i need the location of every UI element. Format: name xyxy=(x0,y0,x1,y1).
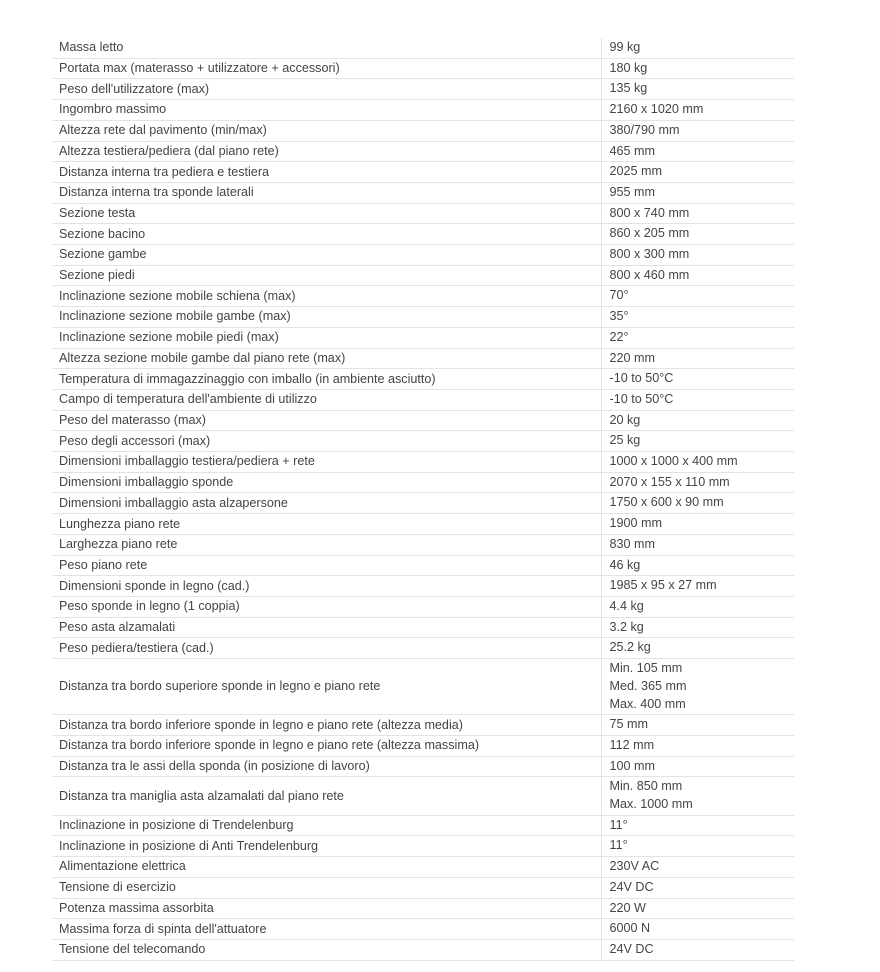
spec-value: 135 kg xyxy=(609,81,648,96)
spec-label: Inclinazione sezione mobile schiena (max) xyxy=(52,286,601,307)
spec-label: Dimensioni sponde in legno (cad.) xyxy=(52,576,601,597)
spec-value-cell xyxy=(601,898,794,919)
spec-value: 46 kg xyxy=(609,557,641,572)
spec-value: 230V AC xyxy=(609,859,660,874)
spec-value: 220 mm xyxy=(609,350,655,365)
spec-label: Sezione bacino xyxy=(52,224,601,245)
table-row xyxy=(52,203,794,224)
spec-label: Altezza rete dal pavimento (min/max) xyxy=(52,120,601,141)
table-row xyxy=(52,224,794,245)
spec-value: Max. 1000 mm xyxy=(609,797,693,812)
spec-value: 830 mm xyxy=(609,536,655,551)
spec-value: Max. 400 mm xyxy=(609,696,686,711)
table-row xyxy=(52,638,794,659)
table-row xyxy=(52,327,794,348)
spec-value: 1900 mm xyxy=(609,516,662,531)
table-row xyxy=(52,493,794,514)
spec-value: 70° xyxy=(609,288,629,303)
spec-value-cell xyxy=(601,638,794,659)
spec-value-cell xyxy=(601,369,794,390)
spec-label: Temperatura di immagazzinaggio con imballo (in ambiente asciutto) xyxy=(52,369,601,390)
spec-label: Peso dell'utilizzatore (max) xyxy=(52,79,601,100)
spec-value-cell xyxy=(601,472,794,493)
spec-label: Peso pediera/testiera (cad.) xyxy=(52,638,601,659)
table-row xyxy=(52,815,794,836)
spec-value: 800 x 740 mm xyxy=(609,205,690,220)
table-row xyxy=(52,472,794,493)
spec-value-cell xyxy=(601,836,794,857)
spec-label: Peso piano rete xyxy=(52,555,601,576)
spec-value: Med. 365 mm xyxy=(609,678,687,693)
spec-value-cell xyxy=(601,815,794,836)
spec-value: 1000 x 1000 x 400 mm xyxy=(609,454,738,469)
spec-value: 6000 N xyxy=(609,921,651,936)
spec-value: Min. 105 mm xyxy=(609,661,683,676)
spec-value: 1750 x 600 x 90 mm xyxy=(609,495,724,510)
table-row xyxy=(52,120,794,141)
spec-value: -10 to 50°C xyxy=(609,371,674,386)
spec-label: Tensione del telecomando xyxy=(52,939,601,960)
spec-value-cell xyxy=(601,452,794,473)
spec-value: 800 x 300 mm xyxy=(609,247,690,262)
spec-label: Alimentazione elettrica xyxy=(52,857,601,878)
spec-label: Peso sponde in legno (1 coppia) xyxy=(52,596,601,617)
spec-value-cell xyxy=(601,555,794,576)
spec-value: 380/790 mm xyxy=(609,122,680,137)
spec-value-cell xyxy=(601,431,794,452)
spec-label: Peso degli accessori (max) xyxy=(52,431,601,452)
table-row xyxy=(52,777,794,815)
spec-value-cell xyxy=(601,79,794,100)
table-row xyxy=(52,307,794,328)
table-row xyxy=(52,141,794,162)
spec-label: Distanza interna tra sponde laterali xyxy=(52,182,601,203)
spec-label: Altezza testiera/pediera (dal piano rete) xyxy=(52,141,601,162)
spec-value-cell xyxy=(601,58,794,79)
table-row xyxy=(52,919,794,940)
spec-value-cell xyxy=(601,919,794,940)
table-row xyxy=(52,38,794,58)
spec-value: 11° xyxy=(609,838,628,853)
spec-value: 35° xyxy=(609,309,629,324)
spec-value-cell xyxy=(601,777,794,815)
spec-table-body xyxy=(52,38,794,960)
spec-value-cell xyxy=(601,756,794,777)
spec-value: 2025 mm xyxy=(609,164,662,179)
spec-label: Ingombro massimo xyxy=(52,100,601,121)
spec-value-cell xyxy=(601,120,794,141)
spec-value: -10 to 50°C xyxy=(609,391,674,406)
table-row xyxy=(52,576,794,597)
table-row xyxy=(52,857,794,878)
spec-label: Distanza interna tra pediera e testiera xyxy=(52,162,601,183)
table-row xyxy=(52,182,794,203)
table-row xyxy=(52,877,794,898)
table-row xyxy=(52,715,794,736)
spec-value: 220 W xyxy=(609,900,646,915)
table-row xyxy=(52,836,794,857)
spec-value-cell xyxy=(601,735,794,756)
spec-value-cell xyxy=(601,100,794,121)
spec-label: Larghezza piano rete xyxy=(52,534,601,555)
table-row xyxy=(52,452,794,473)
spec-value: 24V DC xyxy=(609,879,654,894)
table-row xyxy=(52,659,794,715)
table-row xyxy=(52,348,794,369)
spec-label: Tensione di esercizio xyxy=(52,877,601,898)
table-row xyxy=(52,898,794,919)
spec-label: Massa letto xyxy=(52,38,601,58)
spec-value-cell xyxy=(601,576,794,597)
spec-value: 25.2 kg xyxy=(609,640,651,655)
spec-label: Dimensioni imballaggio testiera/pediera + rete xyxy=(52,452,601,473)
spec-label: Campo di temperatura dell'ambiente di utilizzo xyxy=(52,389,601,410)
spec-value-cell xyxy=(601,534,794,555)
table-row xyxy=(52,431,794,452)
spec-value: 180 kg xyxy=(609,60,648,75)
spec-label: Portata max (materasso + utilizzatore + accessori) xyxy=(52,58,601,79)
table-row xyxy=(52,162,794,183)
table-row xyxy=(52,617,794,638)
spec-label: Inclinazione sezione mobile gambe (max) xyxy=(52,307,601,328)
table-row xyxy=(52,939,794,960)
spec-value: 955 mm xyxy=(609,184,655,199)
spec-label: Potenza massima assorbita xyxy=(52,898,601,919)
spec-label: Inclinazione in posizione di Trendelenburg xyxy=(52,815,601,836)
spec-value: 3.2 kg xyxy=(609,619,644,634)
spec-value-cell xyxy=(601,659,794,715)
spec-value: 1985 x 95 x 27 mm xyxy=(609,578,717,593)
spec-label: Peso del materasso (max) xyxy=(52,410,601,431)
spec-value: 465 mm xyxy=(609,143,655,158)
table-row xyxy=(52,389,794,410)
spec-label: Altezza sezione mobile gambe dal piano rete (max) xyxy=(52,348,601,369)
spec-label: Sezione piedi xyxy=(52,265,601,286)
spec-value: 22° xyxy=(609,329,629,344)
spec-value-cell xyxy=(601,182,794,203)
spec-value-cell xyxy=(601,327,794,348)
spec-label: Inclinazione sezione mobile piedi (max) xyxy=(52,327,601,348)
spec-value-cell xyxy=(601,245,794,266)
spec-value-cell xyxy=(601,617,794,638)
spec-label: Distanza tra bordo inferiore sponde in legno e piano rete (altezza media) xyxy=(52,715,601,736)
table-row xyxy=(52,534,794,555)
spec-value-cell xyxy=(601,389,794,410)
table-row xyxy=(52,596,794,617)
spec-value: 2070 x 155 x 110 mm xyxy=(609,474,730,489)
spec-value: 112 mm xyxy=(609,737,655,752)
spec-value: 2160 x 1020 mm xyxy=(609,102,704,117)
table-row xyxy=(52,369,794,390)
spec-value: 75 mm xyxy=(609,717,648,732)
spec-value-cell xyxy=(601,38,794,58)
spec-value: 11° xyxy=(609,817,628,832)
spec-label: Lunghezza piano rete xyxy=(52,514,601,535)
spec-value-cell xyxy=(601,265,794,286)
spec-label: Distanza tra le assi della sponda (in posizione di lavoro) xyxy=(52,756,601,777)
spec-value-cell xyxy=(601,596,794,617)
spec-table xyxy=(52,38,794,961)
spec-label: Distanza tra maniglia asta alzamalati dal piano rete xyxy=(52,777,601,815)
spec-value: 800 x 460 mm xyxy=(609,267,690,282)
table-row xyxy=(52,735,794,756)
spec-value: Min. 850 mm xyxy=(609,779,683,794)
spec-label: Sezione gambe xyxy=(52,245,601,266)
table-row xyxy=(52,555,794,576)
table-row xyxy=(52,100,794,121)
table-row xyxy=(52,756,794,777)
spec-label: Massima forza di spinta dell'attuatore xyxy=(52,919,601,940)
spec-value: 99 kg xyxy=(609,40,641,54)
spec-value-cell xyxy=(601,141,794,162)
table-row xyxy=(52,245,794,266)
table-row xyxy=(52,58,794,79)
spec-label: Dimensioni imballaggio asta alzapersone xyxy=(52,493,601,514)
spec-value-cell xyxy=(601,514,794,535)
spec-label: Sezione testa xyxy=(52,203,601,224)
spec-value-cell xyxy=(601,857,794,878)
table-row xyxy=(52,410,794,431)
table-row xyxy=(52,514,794,535)
table-row xyxy=(52,286,794,307)
spec-value: 24V DC xyxy=(609,941,654,956)
spec-label: Peso asta alzamalati xyxy=(52,617,601,638)
spec-label: Distanza tra bordo superiore sponde in legno e piano rete xyxy=(52,659,601,715)
spec-value-cell xyxy=(601,286,794,307)
spec-value-cell xyxy=(601,162,794,183)
spec-value-cell xyxy=(601,410,794,431)
spec-value: 20 kg xyxy=(609,412,641,427)
spec-value-cell xyxy=(601,224,794,245)
spec-value-cell xyxy=(601,939,794,960)
spec-value-cell xyxy=(601,307,794,328)
spec-value-cell xyxy=(601,348,794,369)
table-row xyxy=(52,265,794,286)
table-row xyxy=(52,79,794,100)
spec-value: 4.4 kg xyxy=(609,598,644,613)
spec-value: 860 x 205 mm xyxy=(609,226,690,241)
spec-label: Distanza tra bordo inferiore sponde in legno e piano rete (altezza massima) xyxy=(52,735,601,756)
spec-value-cell xyxy=(601,715,794,736)
spec-label: Dimensioni imballaggio sponde xyxy=(52,472,601,493)
spec-value-cell xyxy=(601,877,794,898)
spec-value: 25 kg xyxy=(609,433,641,448)
spec-value-cell xyxy=(601,203,794,224)
spec-value: 100 mm xyxy=(609,758,655,773)
spec-label: Inclinazione in posizione di Anti Trendelenburg xyxy=(52,836,601,857)
spec-value-cell xyxy=(601,493,794,514)
